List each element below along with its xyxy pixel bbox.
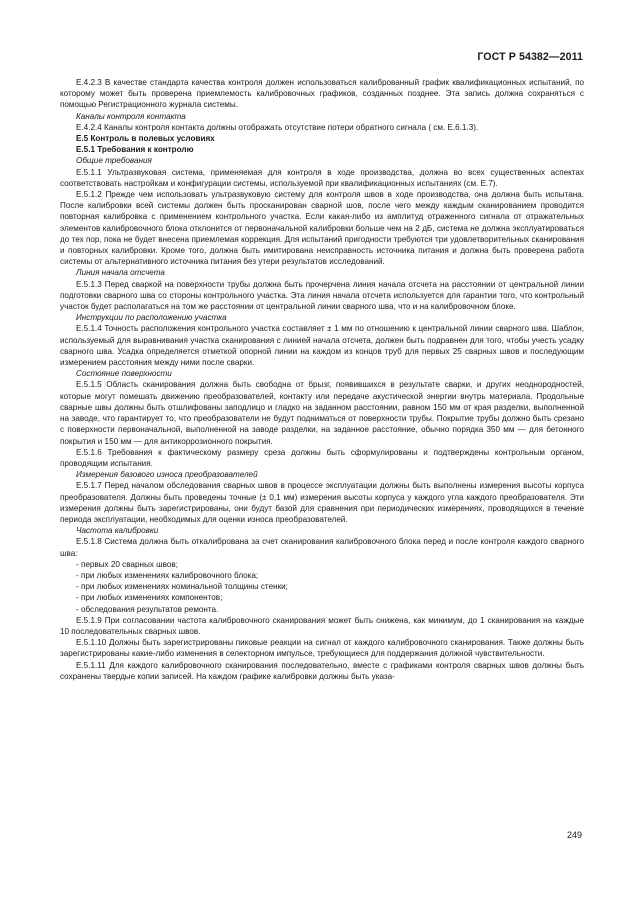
heading-e5-1: E.5.1 Требования к контролю [76, 145, 194, 155]
paragraph-e5-1-5: E.5.1.5 Область сканирования должна быть свободна от брызг, появившихся в результате сварки, и других неоднородностей, которые могут помешать движению преобразователей, контакту или передаче акустической энергии внутрь материала. Продольные сварные швы должны быть отшлифованы заподлицо и гладко на заданном расстоянии, равном 150 мм от края разделки, выполненной на заводе, что гарантирует то, что преобразователи не будут подниматься от поверхности трубы. Покрытие трубы должно быть срезано с поверхности первоначальной, выполненной на заводе разделки, на заданное расстояние, обычно порядка 350 мм — для бетонного покрытия и 150 мм — для антикоррозионного покрытия. [60, 380, 584, 446]
paragraph-e5-1-6: E.5.1.6 Требования к фактическому размеру среза должны быть сформулированы и подтверждены контрольным органом, проводящим испытания. [60, 447, 584, 468]
paragraph-e5-1-10: E.5.1.10 Должны быть зарегистрированы пиковые реакции на сигнал от каждого калибровочного сканирования. Также должны быть зарегистрированы какие-либо изменения в селекторном импульсе, требующиеся для поддержания должной чувствительности. [60, 638, 584, 659]
paragraph-e5-1-9: E.5.1.9 При согласовании частота калибровочного сканирования может быть снижена, как минимум, до 1 сканирования на каждые 10 последовательных сварных швов. [60, 615, 584, 636]
heading-e5: E.5 Контроль в полевых условиях [76, 134, 215, 144]
paragraph-e5-1-7: E.5.1.7 Перед началом обследования сварных швов в процессе эксплуатации должны быть выполнены измерения высоты корпуса преобразователя. Должны быть проведены точные (± 0,1 мм) измерения высоты корпуса у каждого угла каждого преобразователя. Эти измерения должны быть зарегистрированы, они будут базой для сравнения при периодических измерениях, проводящихся в течение периода эксплуатации, необходимых для оценки износа преобразователей. [60, 481, 584, 524]
page-content [60, 77, 584, 682]
list-item: - при любых изменениях номинальной толщины стенки; [76, 582, 288, 592]
paragraph-e5-1-11: E.5.1.11 Для каждого калибровочного сканирования последовательно, вместе с графиками контроля сварных швов должны быть сохранены твердые копии записей. На каждом графике калибровки должны быть указа- [60, 660, 584, 681]
subheading-frequency: Частота калибровки [76, 526, 159, 536]
paragraph-e5-1-3: E.5.1.3 Перед сваркой на поверхности трубы должна быть прочерчена линия начала отсчета на расстоянии от центральной линии подготовки сварного шва со стороны контрольного участка. Эта линия начала отсчета используется для гарантии того, что контрольный участок будет располагаться на том же расстоянии от центральной линии сварного шва, что и на калибровочном блоке. [60, 279, 584, 312]
paragraph-e5-1-2: E.5.1.2 Прежде чем использовать ультразвуковую систему для контроля швов в ходе производства, она должна быть испытана. После калибровки всей системы должен быть просканирован сварной шов, после чего между каждым сканированием проводится повторная калибровка с применением контрольного участка. Если какая-либо из амплитуд отраженного сигнала от отражательных элементов калибровочного блока отклонится от первоначальной калибровки больше чем на 2 дБ, система не должна эксплуатироваться до тех пор, пока не будет внесена приемлемая коррекция. Для испытаний пригодности требуются три удовлетворительных сканирования и повторных калибровки. Кроме того, должна быть имитирована неисправность источника питания и должна быть проверена работа системы от альтернативного источника питания без утери результатов исследований. [60, 190, 584, 267]
paragraph-e5-1-4: E.5.1.4 Точность расположения контрольного участка составляет ± 1 мм по отношению к центральной линии сварного шва. Шаблон, используемый для выравнивания участка сканирования с линией начала отсчета, должен быть подравнен для того, чтобы учесть усадку сварного шва. Усадка определяется отметкой опорной линии на каждом из концов труб для первых 25 сварных швов и последующим измерением расстояния между ними после сварки. [60, 324, 584, 368]
subheading-wear: Измерения базового износа преобразователей [76, 470, 258, 480]
subheading-reference-line: Линия начала отсчета [76, 268, 165, 278]
subheading-general: Общие требования [76, 156, 152, 166]
subheading-contact-channels: Каналы контроля контакта [76, 111, 186, 121]
subheading-surface: Состояние поверхности [76, 369, 172, 379]
list-item: - обследования результатов ремонта. [76, 604, 219, 614]
list-item: - при любых изменениях компонентов; [76, 593, 223, 603]
paragraph-e5-1-1: E.5.1.1 Ультразвуковая система, применяемая для контроля в ходе производства, должна во всех существенных аспектах соответствовать настройкам и конфигурации системы, используемой при квалификационных испытаниях (см. E.7). [60, 167, 584, 188]
list-item: - при любых изменениях калибровочного блока; [76, 570, 259, 580]
subheading-placement: Инструкции по расположению участка [76, 313, 227, 323]
paragraph-e4-2-3: E.4.2.3 В качестве стандарта качества контроля должен использоваться калиброванный график квалификационных испытаний, по которому может быть проверена приемлемость калибровочных графиков, созданных позднее. Эта запись должна сохраняться с помощью Регистрационного журнала системы. [60, 78, 584, 110]
standard-header: ГОСТ Р 54382—2011 [477, 51, 583, 63]
list-item: - первых 20 сварных швов; [76, 559, 178, 569]
paragraph-e5-1-8: E.5.1.8 Система должна быть откалибрована за счет сканирования калибровочного блока перед и после контроля каждого сварного шва: [60, 537, 584, 558]
page-number: 249 [566, 830, 582, 840]
paragraph-e4-2-4: E.4.2.4 Каналы контроля контакта должны отображать отсутствие потери обратного сигнала ( см. E.6.1.3). [76, 122, 479, 132]
